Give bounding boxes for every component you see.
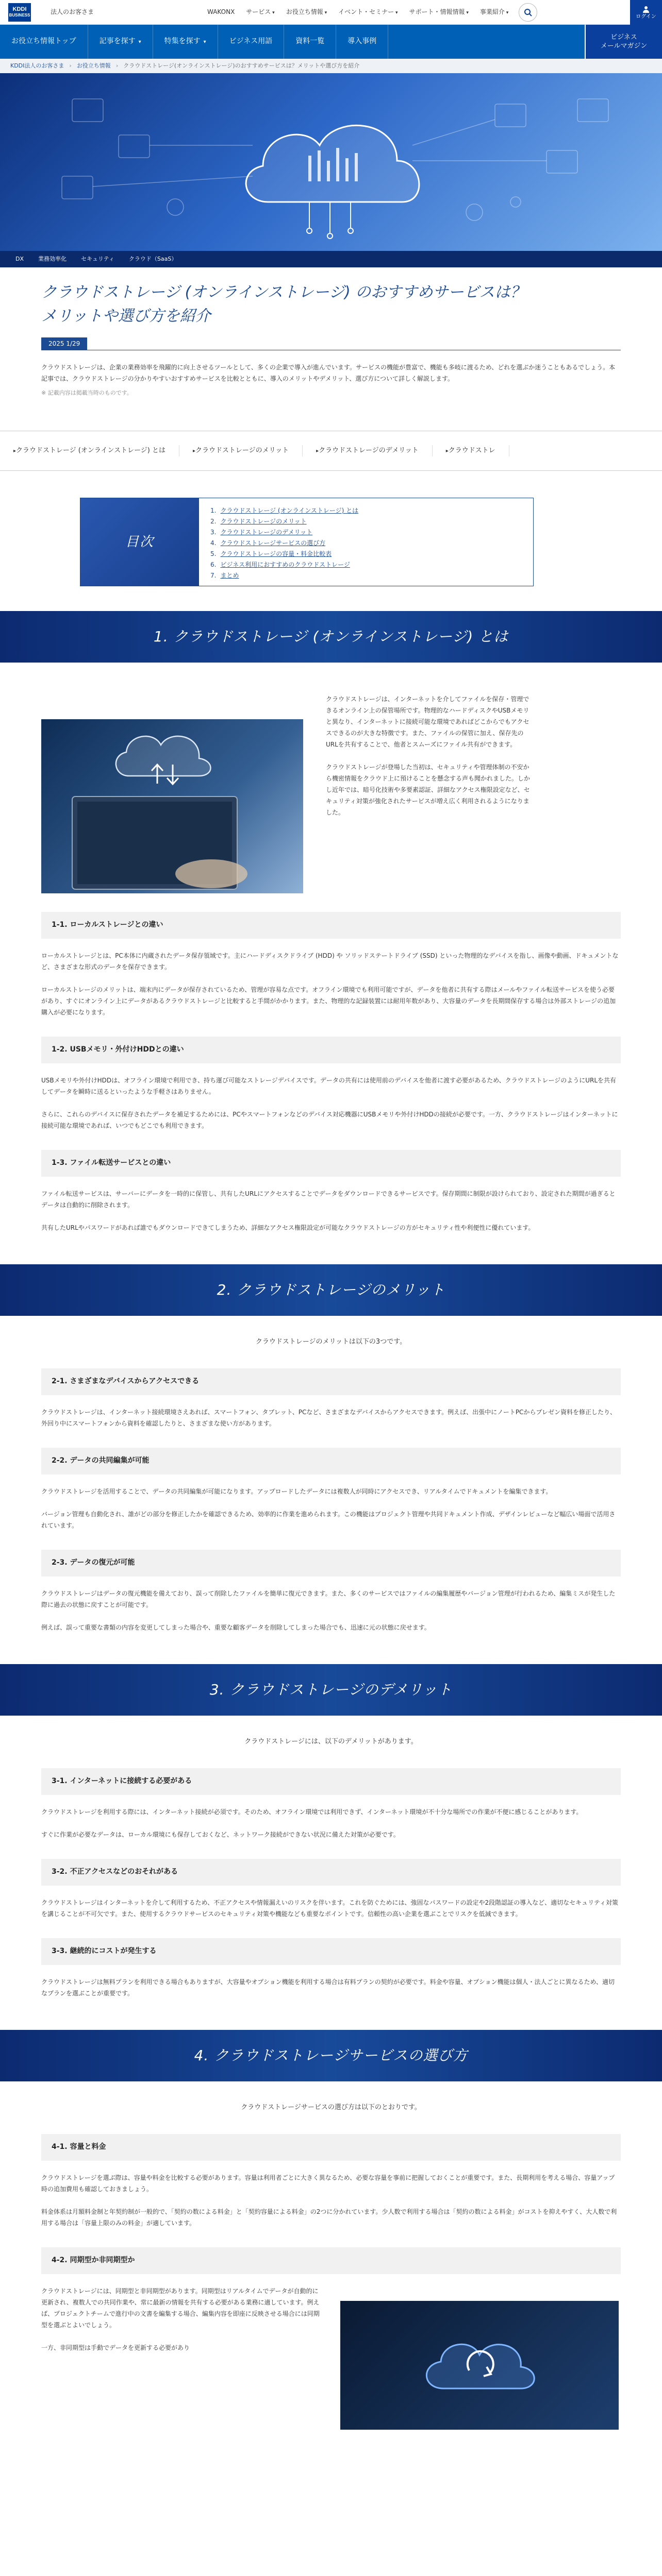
toc-item [210,516,358,527]
nav-item-events[interactable] [338,7,398,17]
section-tab-strip [0,431,662,471]
toc-num: 5. [210,550,217,558]
paragraph: クラウドストレージには、同期型と非同期型があります。同期型はリアルタイムでデータが自動的に更新され、複数人での共同作業や、常に最新の情報を共有する必要がある業務に適しています。例えば、プロジェクトチームで進行中の文書を編集する場合、編集内容を即座に反映させる場合には同期型を選ぶとよいでしょう。 [41,2287,320,2329]
subheading: 4-2. 同期型か非同期型か [41,2247,621,2274]
top-header [0,0,662,25]
tab-demerits[interactable]: ▸ クラウドストレージのデメリット [303,445,433,456]
subheading: 2-1. さまざまなデバイスからアクセスできる [41,1368,621,1395]
subnav-item-cases[interactable]: 導入事例 [336,25,388,59]
toc-num: 2. [210,518,217,526]
login-button[interactable] [630,0,662,25]
paragraph: ファイル転送サービスは、サーバーにデータを一時的に保管し、共有したURLにアクセスすることでデータをダウンロードできるサービスです。保存期間に制限が設けられており、設定された期間が過ぎるとデータは自動的に削除されます。 [41,1190,616,1209]
section-2-heading: 2. クラウドストレージのメリット [0,1264,662,1316]
section-1-heading: 1. クラウドストレージ (オンラインストレージ) とは [0,611,662,663]
nav-label: イベント・セミナー ▾ [338,8,398,15]
paragraph: さらに、これらのデバイスに保存されたデータを補足するためには、PCやスマートフォンなどのデバイス対応機器にUSBメモリや外付けHDDの接続が必要です。一方、クラウドストレージはインターネットに接続可能な環境であれば、いつでもどこでも利用できます。 [41,1111,618,1130]
magazine-label-1: ビジネス [610,33,637,41]
sync-photo [340,2301,619,2430]
subheading: 2-3. データの復元が可能 [41,1550,621,1577]
tag-security[interactable]: セキュリティ [81,255,114,262]
toc-link[interactable]: クラウドストレージ (オンラインストレージ) とは [220,507,359,515]
cloud-network-illustration [0,73,662,251]
lead-paragraph: クラウドストレージは、企業の業務効率を飛躍的に向上させるツールとして、多くの企業で導入が進んでいます。サービスの機能が豊富で、機能も多岐に渡るため、どれを選ぶか迷うこともあるでしょう。本記事では、クラウドストレージの分かりやすいおすすめサービスを比較とともに、導入のメリットやデメリット、選び方について詳しく解説します。 [41,364,616,383]
paragraph: クラウドストレージを活用することで、データの共同編集が可能になります。アップロードしたデータには複数人が同時にアクセスでき、リアルタイムでドキュメントを編集できます。 [41,1488,552,1496]
logo-subtext: BUSINESS [9,12,30,18]
toc-list [199,498,370,586]
nav-item-support[interactable] [409,7,469,17]
breadcrumb-home[interactable]: KDDI法人のお客さま [10,62,64,69]
subheading: 4-1. 容量と料金 [41,2134,621,2161]
paragraph: クラウドストレージは、インターネット接続環境さえあれば、スマートフォン、タブレット、PCなど、さまざまなデバイスからアクセスできます。例えば、出張中にノートPCからプレゼン資料を修正したり、外回り中にスマートフォンから資料を確認したりと、さまざまな使い方があります。 [41,1409,616,1428]
magazine-label-2: メールマガジン [600,42,648,50]
subheading: 3-3. 継続的にコストが発生する [41,1938,621,1965]
section-1 [0,663,662,1233]
section-2 [0,1316,662,1633]
paragraph: バージョン管理も自動化され、誰がどの部分を修正したかを確認できるため、効率的に作業を進められます。この機能はプロジェクト管理や共同ドキュメント作成、デザインレビューなど幅広い場面で活用されています。 [41,1511,616,1530]
paragraph: 共有したURLやパスワードがあれば誰でもダウンロードできてしまうため、詳細なアクセス権限設定が可能なクラウドストレージの方がセキュリティ性や利便性に優れています。 [41,1224,535,1232]
mail-magazine-button[interactable] [585,25,662,59]
subnav-item-articles[interactable]: 記事を探す ▾ [88,25,153,59]
subnav-item-glossary[interactable]: ビジネス用語 [218,25,285,59]
page-title [41,281,621,328]
nav-label: サービス ▾ [246,8,274,15]
toc-num: 4. [210,539,217,547]
breadcrumb-current: クラウドストレージ(オンラインストレージ)のおすすめサービスは？メリットや選び方を紹介 [123,62,360,69]
nav-item-business[interactable] [480,7,508,17]
toc-label: 目次 [80,498,199,586]
paragraph: ローカルストレージのメリットは、端末内にデータが保存されているため、管理が容易な点です。オフライン環境でも利用可能ですが、データを他者に共有する際はメールやファイル転送サービスを使う必要があり、すぐにオンライン上にデータがあるクラウドストレージと比較すると手間がかかります。また、物理的な記録装置には耐用年数があり、大容量のデータを長期間保存する場合は外部ストレージの追加購入が必要になります。 [41,986,616,1016]
title-line-2: メリットや選び方を紹介 [41,307,211,325]
search-button[interactable] [519,3,537,22]
toc-num: 7. [210,572,217,580]
tag-list [0,251,662,267]
toc-item [210,538,358,549]
intro-text [326,693,532,818]
subheading: 1-1. ローカルストレージとの違い [41,912,621,939]
paragraph: USBメモリや外付けHDDは、オフライン環境で利用でき、持ち運び可能なストレージデバイスです。データの共有には使用前のデバイスを他者に渡す必要があるため、クラウドストレージのようにURLを共有してデータを瞬時に送るといったような手軽さはありません。 [41,1077,617,1096]
sync-text [41,2285,320,2430]
toc-link[interactable]: クラウドストレージのメリット [220,518,307,526]
tab-what-is[interactable]: ▸ クラウドストレージ (オンラインストレージ) とは [0,445,179,456]
toc-link[interactable]: クラウドストレージのデメリット [220,529,313,536]
paragraph: クラウドストレージは無料プランを利用できる場合もありますが、大容量やオプション機能を利用する場合は有料プランの契約が必要です。料金や容量、オプション機能は個人・法人ごとに異なるため、適切なプランを選ぶことが重要です。 [41,1978,615,1997]
toc-num: 1. [210,507,217,515]
paragraph: クラウドストレージを利用する際には、インターネット接続が必須です。そのため、オフライン環境では利用できず、インターネット環境が不十分な場所での作業が不便に感じることがあります。 [41,1808,583,1816]
global-nav [207,7,508,17]
tab-merits[interactable]: ▸ クラウドストレージのメリット [179,445,303,456]
laptop-illustration [41,719,303,893]
tab-more[interactable]: ▸ クラウドストレ [433,445,509,456]
tag-cloud[interactable]: クラウド（SaaS） [128,255,177,262]
paragraph: 一方、非同期型は手動でデータを更新する必要があり [41,2344,190,2352]
toc-link[interactable]: クラウドストレージの容量・料金比較表 [220,550,332,558]
section-4-heading: 4. クラウドストレージサービスの選び方 [0,2030,662,2081]
sync-row [41,2285,621,2430]
section-3-heading: 3. クラウドストレージのデメリット [0,1664,662,1716]
paragraph: すぐに作業が必要なデータは、ローカル環境にも保存しておくなど、ネットワーク接続ができない状況に備えた対策が必要です。 [41,1831,400,1839]
paragraph: クラウドストレージを選ぶ際は、容量や料金を比較する必要があります。容量は利用者ごとに大きく異なるため、必要な容量を事前に把握しておくことが重要です。また、長期利用を考える場合、容量アップ時の追加費用も確認しておきましょう。 [41,2174,615,2193]
hero-image [0,73,662,251]
audience-link[interactable]: 法人のお客さま [51,8,94,16]
login-label: ログイン [636,13,656,20]
intro-paragraph-2: クラウドストレージが登場した当初は、セキュリティや管理体制の不安から機密情報をクラウド上に預けることを懸念する声も聞かれました。しかし近年では、暗号化技術や多要素認証、詳細なアクセス権限設定など、セキュリティ対策が強化されたサービスが増え広く利用されるようになりました。 [326,764,531,817]
subnav-item-documents[interactable]: 資料一覧 [284,25,336,59]
laptop-cloud-photo [41,719,303,893]
subheading: 3-2. 不正アクセスなどのおそれがある [41,1859,621,1886]
subheading: 1-3. ファイル転送サービスとの違い [41,1150,621,1177]
section-intro: クラウドストレージのメリットは以下の3つです。 [255,1338,407,1346]
kddi-business-logo[interactable] [8,3,31,22]
breadcrumb-separator: › [69,62,72,69]
breadcrumb-useful-info[interactable]: お役立ち情報 [76,62,111,69]
tag-dx[interactable]: DX [15,255,24,262]
tag-efficiency[interactable]: 業務効率化 [38,255,67,262]
paragraph: 例えば、誤って重要な書類の内容を変更してしまった場合や、重要な顧客データを削除してしまった場合でも、迅速に元の状態に戻せます。 [41,1624,431,1632]
table-of-contents [80,498,534,586]
search-icon [524,8,532,16]
section-nav [0,25,662,59]
paragraph: ローカルストレージとは、PC本体に内蔵されたデータ保存領域です。主にハードディスクドライブ (HDD) や ソリッドステートドライブ (SSD) といった物理的なデバイスを指し、画像や動画、ドキュメントなど、さまざまな形式のデータを保存できます。 [41,952,619,971]
paragraph: 料金体系は月額料金制と年契約制が一般的で、「契約の数による料金」と「契約容量による料金」の2つに分かれています。少人数で利用する場合は「契約の数による料金」がコストを抑えやすく、大人数で利用する場合は「容量上限のみの料金」が適しています。 [41,2208,617,2227]
nav-item-wakonx[interactable]: WAKONX [207,8,235,16]
article-header [0,267,662,350]
subnav-item-top[interactable]: お役立ち情報トップ [0,25,88,59]
toc-item [210,505,358,516]
publish-date: 2025 1/29 [41,337,87,350]
toc-item [210,570,358,581]
nav-label: サポート・情報情報 ▾ [409,8,469,15]
subheading: 3-1. インターネットに接続する必要がある [41,1768,621,1795]
toc-link[interactable]: ビジネス利用におすすめのクラウドストレージ [220,561,350,569]
subnav-item-features[interactable]: 特集を探す ▾ [153,25,218,59]
paragraph: クラウドストレージはデータの復元機能を備えており、誤って削除したファイルを簡単に復元できます。また、多くのサービスではファイルの編集履歴やバージョン管理が行われるため、編集ミスが発生した際に過去の状態に戻すことが可能です。 [41,1590,616,1609]
section-4 [0,2081,662,2430]
sync-cloud-illustration [340,2301,619,2430]
subheading: 2-2. データの共同編集が可能 [41,1448,621,1475]
intro-paragraph-1: クラウドストレージは、インターネットを介してファイルを保存・管理できるオンライン上の保管場所です。物理的なハードディスクやUSBメモリと異なり、インターネットに接続可能な環境であればどこからでもアクセスできるのが大きな特徴です。また、ファイルの保管に加え、保存先のURLを共有することで、他者とスムーズにファイル共有ができます。 [326,696,529,749]
user-icon [642,5,650,13]
nav-label: お役立ち情報 ▾ [286,8,327,15]
nav-item-services[interactable] [246,7,274,17]
toc-num: 6. [210,561,217,569]
nav-item-useful-info[interactable] [286,7,327,17]
subheading: 1-2. USBメモリ・外付けHDDとの違い [41,1037,621,1063]
section-intro: クラウドストレージには、以下のデメリットがあります。 [244,1738,418,1746]
nav-label: 事業紹介 ▾ [480,8,508,15]
toc-link[interactable]: クラウドストレージサービスの選び方 [220,539,326,547]
logo-text: KDDI [12,6,27,12]
toc-num: 3. [210,529,217,536]
breadcrumb [0,59,662,73]
section-3 [0,1716,662,1999]
toc-item [210,560,358,570]
article-note: ※ 記載内容は掲載当時のものです。 [41,389,133,397]
paragraph: クラウドストレージはインターネットを介して利用するため、不正アクセスや情報漏えいのリスクを伴います。これを防ぐためには、強固なパスワードの設定や2段階認証の導入など、適切なセキュリティ対策を講じることが不可欠です。また、使用するクラウドサービスのセキュリティ対策や機能なども重要なポイントです。信頼性の高い企業を選ぶことでリスクを低減できます。 [41,1899,618,1918]
toc-item [210,549,358,560]
toc-item [210,527,358,538]
section-intro: クラウドストレージサービスの選び方は以下のとおりです。 [241,2104,421,2112]
breadcrumb-separator: › [115,62,119,69]
toc-link[interactable]: まとめ [220,572,239,580]
title-line-1: クラウドストレージ (オンラインストレージ) のおすすめサービスは？ [41,283,526,301]
